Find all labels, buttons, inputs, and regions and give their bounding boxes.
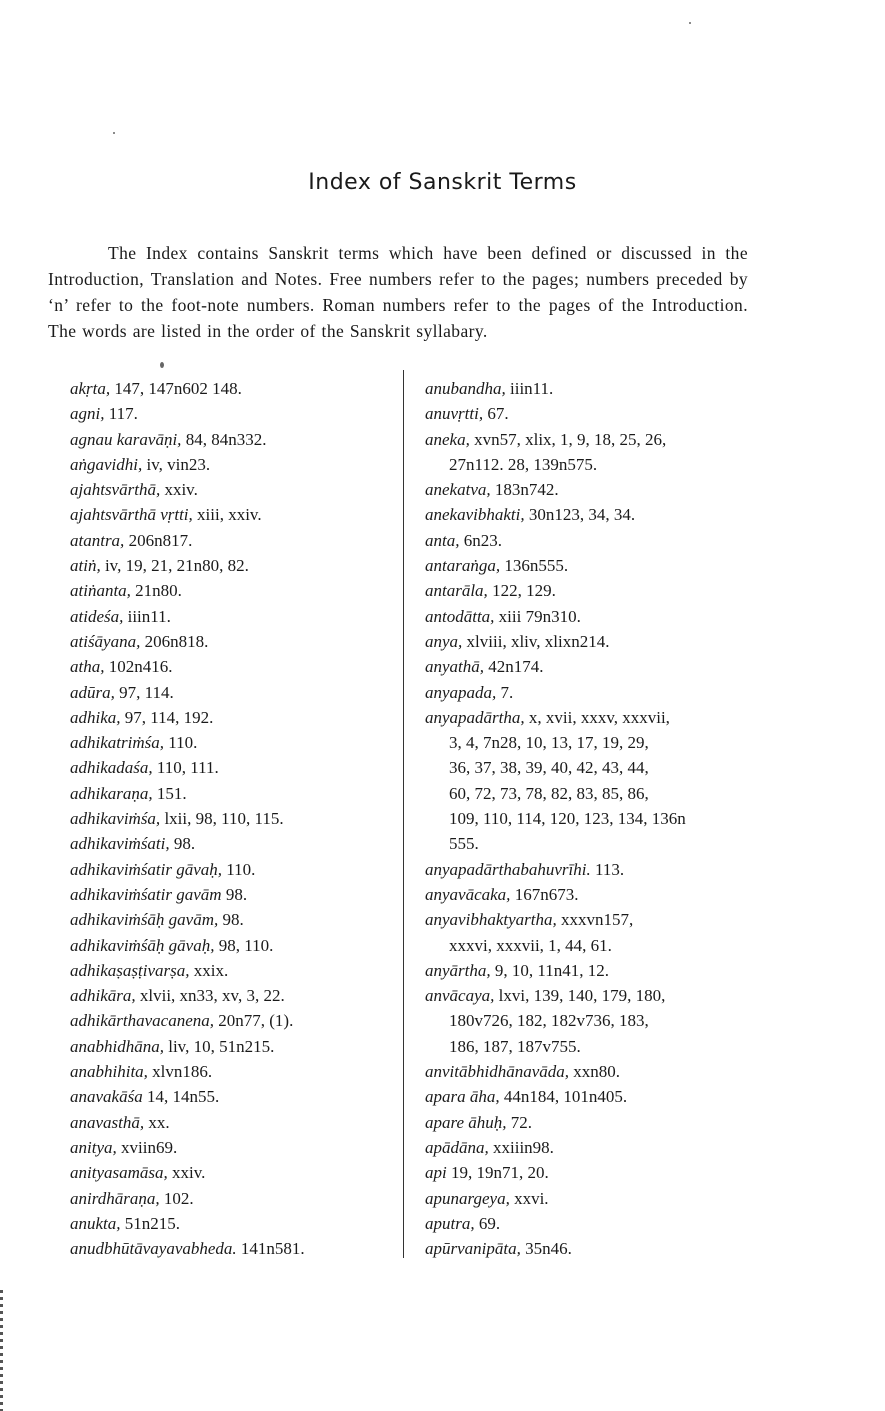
index-refs: 167n673. [510, 884, 579, 904]
index-entry [70, 705, 400, 730]
index-entry [70, 831, 400, 856]
index-refs-continued: xxxvi, xxxvii, 1, 44, 61. [449, 935, 612, 955]
index-refs: 102n416. [104, 657, 173, 677]
index-refs: 97, 114, 192. [120, 707, 214, 727]
index-refs: 102. [159, 1188, 194, 1208]
index-refs: 110, 111. [152, 758, 219, 778]
index-refs: xlviii, xliv, xlixn214. [462, 631, 610, 651]
index-term: aputra, [425, 1213, 475, 1233]
index-refs: xiii 79n310. [494, 606, 581, 626]
index-entry [70, 629, 400, 654]
index-term: anyapadārtha, [425, 707, 525, 727]
index-entry [425, 502, 760, 527]
index-refs: 122, 129. [487, 581, 556, 601]
index-entry [70, 1034, 400, 1059]
index-refs: 6n23. [459, 530, 502, 550]
index-entry [70, 1160, 400, 1185]
index-refs: 206n817. [124, 530, 193, 550]
scan-edge-mark [0, 1290, 3, 1411]
index-refs: iv, 19, 21, 21n80, 82. [100, 556, 249, 576]
index-refs: xx. [144, 1112, 170, 1132]
index-term: anya, [425, 631, 463, 651]
index-refs: 67. [483, 404, 509, 424]
index-refs: xxiv. [167, 1163, 206, 1183]
index-term: adhikaviṁśati, [70, 834, 170, 854]
index-entry [70, 983, 400, 1008]
index-term: atiṅ, [70, 556, 101, 576]
index-term: adhika, [70, 707, 121, 727]
index-refs: 98. [218, 910, 244, 930]
index-entry [425, 1236, 760, 1261]
index-term: anvācaya, [425, 986, 495, 1006]
index-refs: 97, 114. [114, 682, 174, 702]
index-refs: xxxvn157, [556, 910, 634, 930]
index-term: anabhihita, [70, 1062, 148, 1082]
index-entry [70, 452, 400, 477]
index-refs: 206n818. [140, 631, 209, 651]
index-term: adhikatriṁśa, [70, 733, 164, 753]
index-entry [425, 705, 760, 730]
index-entry [425, 1135, 760, 1160]
index-refs: 35n46. [520, 1239, 572, 1259]
column-divider [403, 370, 404, 1258]
index-entry [70, 427, 400, 452]
index-entry [425, 1186, 760, 1211]
index-term: anyavācaka, [425, 884, 511, 904]
index-term: antaraṅga, [425, 556, 501, 576]
index-term: adhikāra, [70, 986, 136, 1006]
index-refs: 20n77, (1). [214, 1011, 294, 1031]
index-entry [70, 882, 400, 907]
index-entry [70, 1059, 400, 1084]
index-entry [425, 1211, 760, 1236]
index-refs: 7. [496, 682, 514, 702]
index-entry [425, 629, 760, 654]
index-refs: xxn80. [569, 1062, 621, 1082]
index-term: antodātta, [425, 606, 495, 626]
index-entry [70, 401, 400, 426]
index-entry [70, 1211, 400, 1236]
index-refs: 98, 110. [214, 935, 274, 955]
index-term: atiśāyana, [70, 631, 141, 651]
index-refs: xiii, xxiv. [192, 505, 262, 525]
index-entry [425, 882, 760, 907]
speck-mark [160, 362, 164, 368]
index-term: anekatva, [425, 480, 491, 500]
index-entry [425, 604, 760, 629]
index-term: adhikadaśa, [70, 758, 153, 778]
index-term: adhikaviṁśatir gavām [70, 884, 222, 904]
index-term: atantra, [70, 530, 125, 550]
index-term: agni, [70, 404, 105, 424]
page-title: Index of Sanskrit Terms [308, 170, 577, 195]
index-entry [70, 604, 400, 629]
index-term: atideśa, [70, 606, 124, 626]
index-entry [70, 1084, 400, 1109]
index-term: adhikaraṇa, [70, 783, 153, 803]
index-term: anyathā, [425, 657, 485, 677]
index-term: anitya, [70, 1137, 117, 1157]
index-term: anta, [425, 530, 460, 550]
index-refs: 19, 19n71, 20. [446, 1163, 549, 1183]
index-term: apare āhuḥ, [425, 1112, 507, 1132]
index-entry [425, 983, 760, 1008]
index-entry [70, 1008, 400, 1033]
index-term: anudbhūtāvayavabheda. [70, 1239, 237, 1259]
index-refs: iv, vin23. [142, 454, 211, 474]
index-refs: 136n555. [500, 556, 569, 576]
index-term: anyārtha, [425, 960, 491, 980]
index-term: anukta, [70, 1213, 121, 1233]
index-refs: 117. [104, 404, 138, 424]
index-refs: xviin69. [116, 1137, 178, 1157]
index-refs: 84, 84n332. [181, 429, 267, 449]
index-refs-continued: 27n112. 28, 139n575. [449, 454, 598, 474]
index-entry [425, 553, 760, 578]
index-term: anekavibhakti, [425, 505, 525, 525]
index-term: antarāla, [425, 581, 488, 601]
index-entry [70, 1186, 400, 1211]
index-term: api [425, 1163, 447, 1183]
index-refs: iiin11. [505, 379, 554, 398]
index-entry [425, 528, 760, 553]
index-entry [70, 1110, 400, 1135]
index-refs: 110. [163, 733, 198, 753]
index-refs: 113. [590, 859, 625, 879]
index-term: atiṅanta, [70, 581, 131, 601]
index-refs: xlvn186. [147, 1062, 213, 1082]
index-entry [425, 1059, 760, 1084]
index-entry [70, 376, 400, 401]
index-entry [425, 477, 760, 502]
index-refs: 9, 10, 11n41, 12. [490, 960, 610, 980]
index-term: aṅgavidhi, [70, 454, 143, 474]
index-refs-continued: 60, 72, 73, 78, 82, 83, 85, 86, [449, 783, 649, 803]
index-term: adhikaviṁśa, [70, 809, 161, 829]
index-entry [70, 933, 400, 958]
index-refs-continued: 36, 37, 38, 39, 40, 42, 43, 44, [449, 758, 649, 778]
index-entry [70, 477, 400, 502]
index-entry [425, 907, 760, 932]
index-entry [70, 680, 400, 705]
index-term: ajahtsvārthā, [70, 480, 161, 500]
index-entry [425, 958, 760, 983]
index-term: adhikaṣaṣṭivarṣa, [70, 960, 190, 980]
index-term: anavakāśa [70, 1087, 143, 1107]
index-refs: iiin11. [123, 606, 171, 626]
index-entry [425, 376, 760, 401]
index-entry [70, 1135, 400, 1160]
index-term: adhikaviṁśatir gāvaḥ, [70, 859, 223, 879]
index-entry [425, 857, 760, 882]
index-refs: x, xvii, xxxv, xxxvii, [524, 707, 670, 727]
index-term: anabhidhāna, [70, 1036, 164, 1056]
index-refs-continued: 180v726, 182, 182v736, 183, [449, 1011, 649, 1031]
index-term: anubandha, [425, 379, 506, 398]
index-refs: xxiiin98. [488, 1137, 554, 1157]
index-entry [70, 958, 400, 983]
index-term: anityasamāsa, [70, 1163, 168, 1183]
index-entry [70, 553, 400, 578]
index-term: anirdhāraṇa, [70, 1188, 160, 1208]
index-refs: 110. [222, 859, 256, 879]
index-refs: 98. [221, 884, 248, 904]
index-term: adhikaviṁśāḥ gavām, [70, 910, 219, 930]
index-refs: 51n215. [120, 1213, 181, 1233]
index-refs: lxii, 98, 110, 115. [160, 809, 284, 829]
index-entry [425, 1084, 760, 1109]
index-entry [70, 1236, 400, 1261]
index-entry [425, 427, 760, 452]
index-term: apūrvanipāta, [425, 1239, 521, 1259]
index-refs: 44n184, 101n405. [499, 1087, 628, 1107]
index-entry [425, 680, 760, 705]
index-column-left [70, 376, 400, 1261]
index-term: apunargeya, [425, 1188, 510, 1208]
index-refs: xxvi. [509, 1188, 549, 1208]
index-refs: xxix. [189, 960, 229, 980]
index-refs: xxiv. [160, 480, 198, 500]
index-term: anuvṛtti, [425, 404, 484, 424]
index-refs: 21n80. [130, 581, 182, 601]
index-term: atha, [70, 657, 105, 677]
index-term: apara āha, [425, 1087, 500, 1107]
index-entry [70, 857, 400, 882]
index-refs: 30n123, 34, 34. [524, 505, 636, 525]
index-entry [70, 781, 400, 806]
index-refs-continued: 3, 4, 7n28, 10, 13, 17, 19, 29, [449, 733, 649, 753]
index-term: anavasthā, [70, 1112, 145, 1132]
index-entry [70, 578, 400, 603]
index-refs: 69. [474, 1213, 501, 1233]
index-refs: lxvi, 139, 140, 179, 180, [494, 986, 666, 1006]
index-refs: 98. [169, 834, 196, 854]
index-term: akṛta, [70, 379, 111, 398]
index-entry [425, 578, 760, 603]
index-entry [70, 502, 400, 527]
index-entry [425, 1160, 760, 1185]
index-refs: 151. [152, 783, 187, 803]
index-refs-continued: 186, 187, 187v755. [449, 1036, 581, 1056]
index-refs: 42n174. [484, 657, 544, 677]
speck-mark [689, 22, 691, 24]
index-term: apādāna, [425, 1137, 489, 1157]
index-refs: xvn57, xlix, 1, 9, 18, 25, 26, [469, 429, 667, 449]
index-term: agnau karavāṇi, [70, 429, 182, 449]
index-term: anyavibhaktyartha, [425, 910, 557, 930]
speck-mark [113, 132, 115, 134]
index-entry [425, 654, 760, 679]
index-refs: 72. [506, 1112, 533, 1132]
index-entry [70, 755, 400, 780]
index-entry [70, 806, 400, 831]
index-entry [70, 730, 400, 755]
index-term: adhikaviṁśāḥ gāvaḥ, [70, 935, 215, 955]
index-term: adūra, [70, 682, 115, 702]
index-refs: xlvii, xn33, xv, 3, 22. [135, 986, 285, 1006]
index-term: anvitābhidhānavāda, [425, 1062, 570, 1082]
index-term: adhikārthavacanena, [70, 1011, 214, 1031]
index-refs-continued: 555. [449, 834, 479, 854]
index-entry [70, 528, 400, 553]
index-term: ajahtsvārthā vṛtti, [70, 505, 193, 525]
index-term: anyapadārthabahuvrīhi. [425, 859, 591, 879]
index-column-right [425, 376, 760, 1261]
index-refs: 141n581. [236, 1239, 305, 1259]
index-term: anyapada, [425, 682, 497, 702]
index-refs: liv, 10, 51n215. [163, 1036, 275, 1056]
index-refs-continued: 109, 110, 114, 120, 123, 134, 136n [449, 809, 686, 829]
index-entry [425, 1110, 760, 1135]
index-refs: 147, 147n602 148. [110, 379, 242, 398]
intro-paragraph: The Index contains Sanskrit terms which have been defined or discussed in the Introduction, Translation and Notes. Free numbers refer to the pages; numbers preceded by ‘n’ refer to the foot-note numbers. Roman numbers refer to the pages of the Introduction. The words are listed in the order of the Sanskrit syllabary. [48, 242, 748, 341]
index-entry [70, 654, 400, 679]
index-term: aneka, [425, 429, 470, 449]
index-entry [70, 907, 400, 932]
index-refs: 183n742. [490, 480, 559, 500]
index-refs: 14, 14n55. [142, 1087, 220, 1107]
index-entry [425, 401, 760, 426]
